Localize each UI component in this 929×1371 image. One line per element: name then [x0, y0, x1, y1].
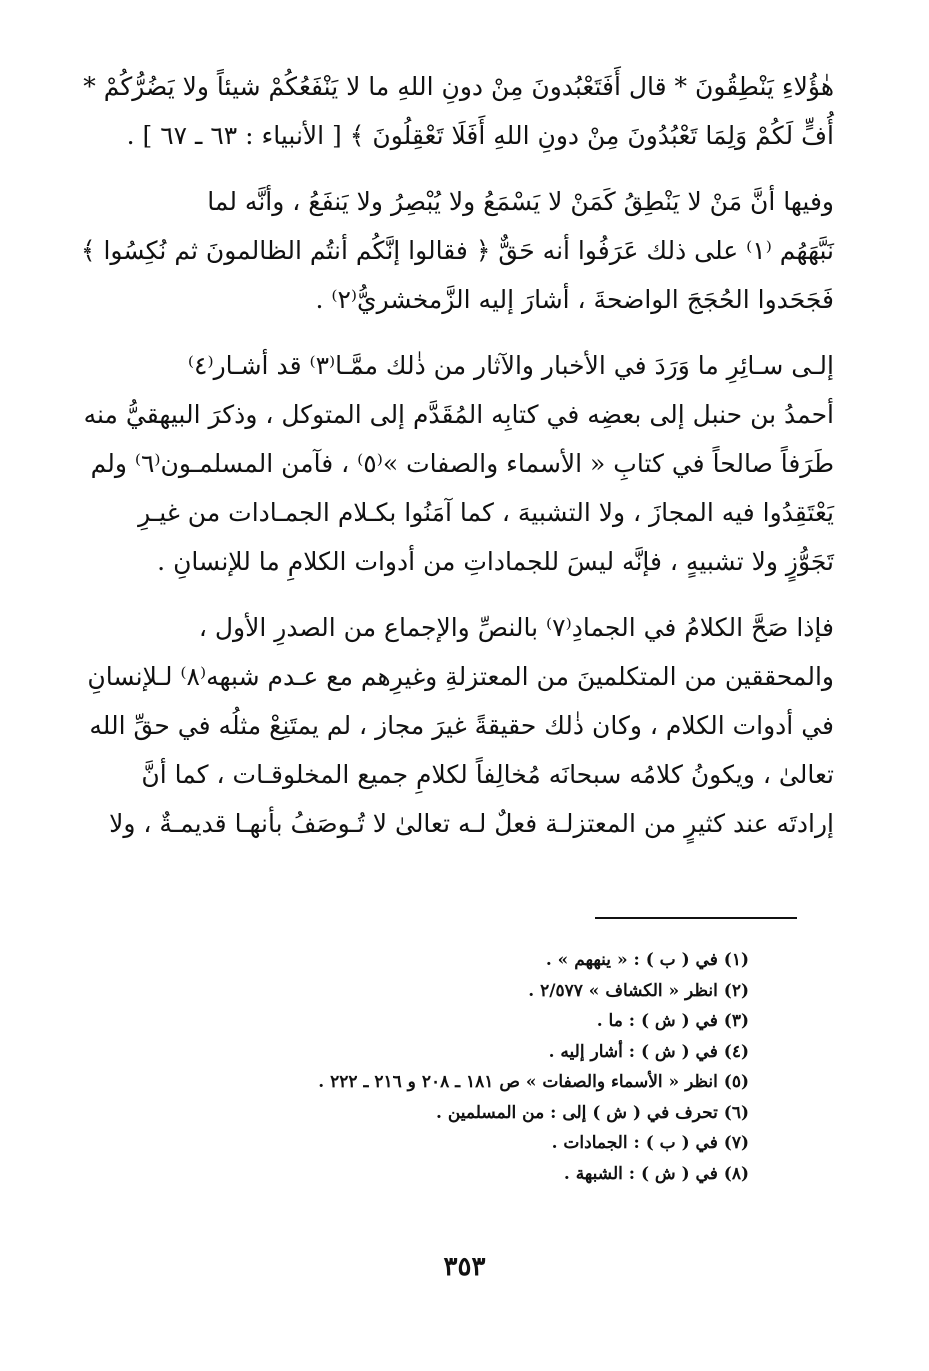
- footnote-1: (١) في ( ب ) : « ينههم » .: [545, 950, 749, 970]
- paragraph-2: [80, 177, 834, 324]
- footnote-divider: [595, 917, 797, 919]
- footnote-5: (٥) انظر « الأسماء والصفات » ص ١٨١ ـ ٢٠٨ و ٢١٦ ـ ٢٢٢ .: [318, 1072, 749, 1092]
- footnote-2: (٢) انظر « الكشاف » ٢/٥٧٧ .: [528, 980, 749, 1001]
- footnote-3: (٣) في ( ش ) : ما .: [596, 1011, 749, 1031]
- page-number: ٣٥٣: [443, 1252, 486, 1282]
- text-line: أُفٍّ لَكُمْ وَلِمَا تَعْبُدُونَ مِنْ دونِ اللهِ أَفَلَا تَعْقِلُونَ ﴾ [ الأنبياء : ٦٣ ـ ٦٧ ] .: [126, 121, 834, 150]
- text-line: والمحققين من المتكلمينَ من المعتزلةِ وغيرِهم مع عـدم شبهه⁽٨⁾ لـلإنسانِ: [87, 662, 834, 691]
- paragraph-3: [83, 341, 834, 586]
- footnote-4: (٤) في ( ش ) : أشار إليه .: [548, 1041, 749, 1062]
- text-line: نَبَّهَهُم ⁽١⁾ على ذلك عَرَفُوا أنه حَقٌّ ﴿ فقالوا إنَّكُم أنتُم الظالمونَ ثم نُكِسُوا ﴾: [80, 236, 834, 265]
- text-line: وفيها أنَّ مَنْ لا يَنْطِقُ كَمَنْ لا يَسْمَعُ ولا يُبْصِرُ ولا يَنفَعُ ، وأنَّه لما: [207, 187, 834, 216]
- text-line: فَجَحَدوا الحُجَجَ الواضحةَ ، أشارَ إليه الزَّمخشريُّ⁽٢⁾ .: [315, 285, 834, 314]
- text-line: تَجَوُّزٍ ولا تشبيهٍ ، فإنَّه ليسَ للجماداتِ من أدوات الكلامِ ما للإنسانِ .: [157, 547, 834, 576]
- text-line: تعالىٰ ، ويكونُ كلامُه سبحانَه مُخالِفاً لكلامِ جميع المخلوقـات ، كما أنَّ: [141, 760, 834, 789]
- footnotes: [129, 945, 749, 1189]
- text-line: يَعْتَقِدُوا فيه المجازَ ، ولا التشبيهَ ، كما آمَنُوا بكـلام الجمـادات من غيـرِ: [138, 498, 834, 527]
- text-line: إلـى سـائِرِ ما وَرَدَ في الأخبار والآثار من ذٰلك ممَّـا⁽٣⁾ قد أشـار⁽٤⁾: [187, 351, 834, 380]
- text-line: طَرَفاً صالحاً في كتابِ « الأسماء والصفات »⁽٥⁾ ، فآمن المسلمـون⁽٦⁾ ولم: [90, 449, 834, 478]
- text-line: هٰؤُلاءِ يَنْطِقُونَ * قال أَفَتَعْبُدونَ مِنْ دونِ اللهِ ما لا يَنْفَعُكُمْ شيئاً ولا يَضُرُّكُمْ *: [83, 72, 834, 101]
- text-line: أحمدُ بن حنبل إلى بعضِه في كتابِه المُقَدَّم إلى المتوكل ، وذكرَ البيهقيُّ منه: [83, 400, 834, 429]
- text-line: إرادتَه عند كثيرٍ من المعتزلـة فعلٌ لـه تعالىٰ لا تُـوصَفُ بأنهـا قديمـةٌ ، ولا: [109, 809, 834, 838]
- footnote-6: (٦) تحرف في ( ش ) إلى : من المسلمين .: [436, 1102, 749, 1123]
- paragraph-4: [87, 603, 834, 848]
- footnote-8: (٨) في ( ش ) : الشبهة .: [563, 1163, 749, 1184]
- main-text: [80, 62, 834, 848]
- text-line: فإذا صَحَّ الكلامُ في الجمادِ⁽٧⁾ بالنصِّ والإجماع من الصدرِ الأول ،: [198, 613, 834, 642]
- footnote-7: (٧) في ( ب ) : الجمادات .: [551, 1133, 749, 1153]
- text-line: في أدوات الكلام ، وكان ذٰلك حقيقةً غيرَ مجاز ، لم يمتَنِعْ مثلُه في حقِّ الله: [89, 711, 834, 740]
- paragraph-1: [83, 62, 834, 160]
